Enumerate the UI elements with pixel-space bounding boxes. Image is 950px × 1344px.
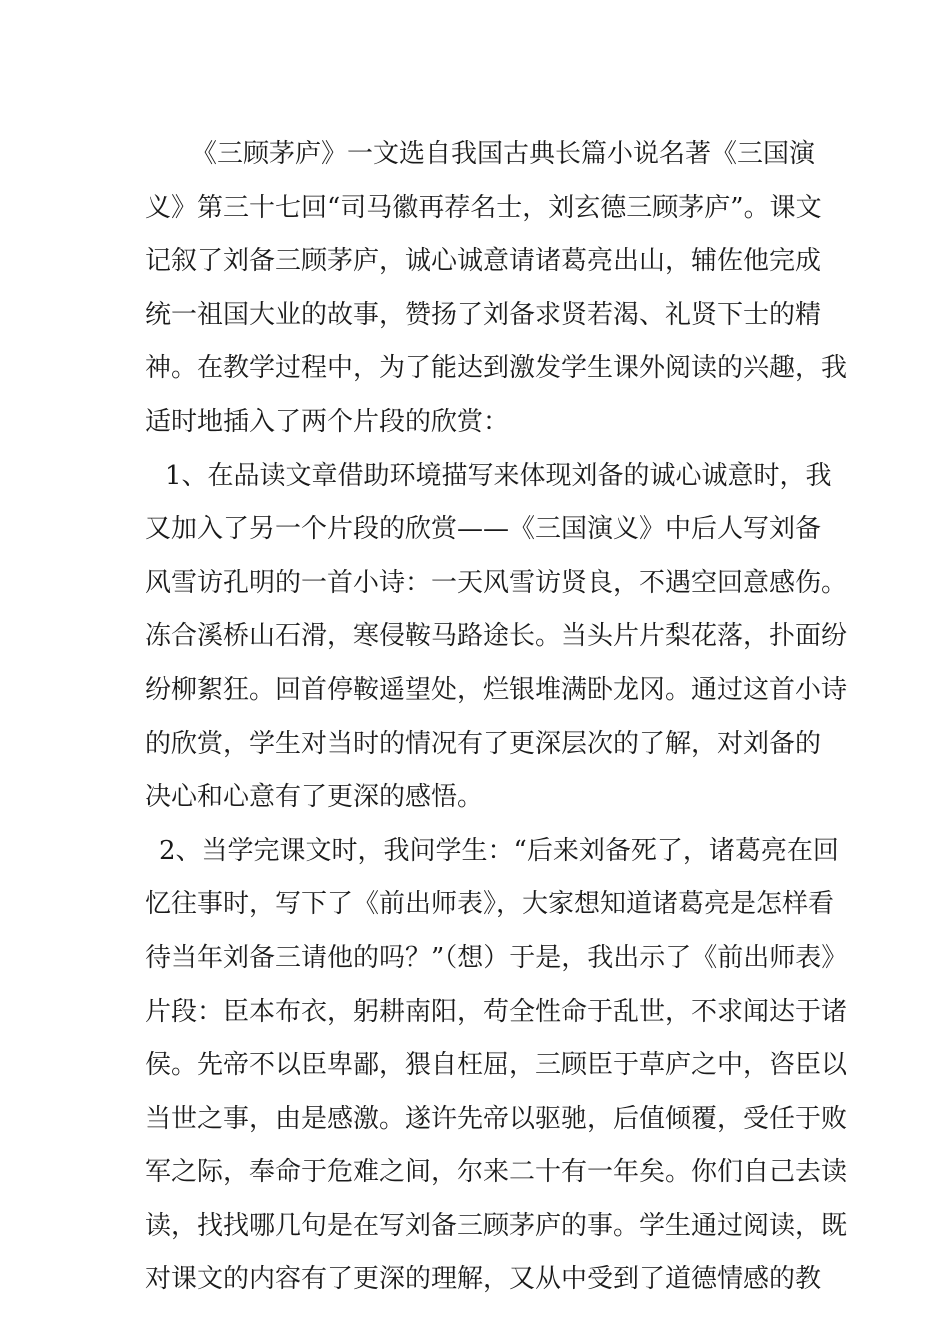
text-line: 《三顾茅庐》一文选自我国古典长篇小说名著《三国演 [191,139,816,169]
text-line: 片段：臣本布衣，躬耕南阳，苟全性命于乱世，不求闻达于诸 [145,996,848,1027]
text-line: 风雪访孔明的一首小诗：一天风雪访贤良，不遇空回意感伤。 [145,567,848,598]
text-line: 2、当学完课文时，我问学生：“后来刘备死了，诸葛亮在回 [159,835,839,866]
text-line: 纷柳絮狂。回首停鞍遥望处，烂银堆满卧龙冈。通过这首小诗 [145,674,848,705]
text-line: 读，找找哪几句是在写刘备三顾茅庐的事。学生通过阅读，既 [145,1210,848,1241]
text-line: 冻合溪桥山石滑，寒侵鞍马路途长。当头片片梨花落，扑面纷 [145,621,848,652]
text-line: 当世之事，由是感激。遂许先帝以驱驰，后值倾覆，受任于败 [145,1103,848,1134]
text-line: 待当年刘备三请他的吗？”（想）于是，我出示了《前出师表》 [145,942,848,973]
text-line: 忆往事时，写下了《前出师表》，大家想知道诸葛亮是怎样看 [145,889,835,920]
text-line: 统一祖国大业的故事，赞扬了刘备求贤若渴、礼贤下士的精 [145,299,822,330]
text-line: 1、在品读文章借助环境描写来体现刘备的诚心诚意时，我 [165,460,832,491]
text-line: 神。在教学过程中，为了能达到激发学生课外阅读的兴趣，我 [145,353,848,384]
text-line: 适时地插入了两个片段的欣赏： [145,406,510,437]
text-line: 又加入了另一个片段的欣赏——《三国演义》中后人写刘备 [145,514,822,545]
text-line: 义》第三十七回“司马徽再荐名士，刘玄德三顾茅庐”。课文 [145,192,822,223]
paragraph-intro [145,128,848,450]
paragraph-item-1 [145,450,848,825]
text-line: 侯。先帝不以臣卑鄙，猥自枉屈，三顾臣于草庐之中，咨臣以 [145,1050,848,1081]
document-body [145,128,848,1307]
text-line: 军之际，奉命于危难之间，尔来二十有一年矣。你们自己去读 [145,1157,848,1188]
text-line: 的欣赏，学生对当时的情况有了更深层次的了解，对刘备的 [145,728,822,759]
text-line: 决心和心意有了更深的感悟。 [145,782,484,813]
text-line: 对课文的内容有了更深的理解，又从中受到了道德情感的教 [145,1264,822,1295]
text-line: 记叙了刘备三顾茅庐，诚心诚意请诸葛亮出山，辅佐他完成 [145,246,822,277]
paragraph-item-2 [145,825,848,1307]
